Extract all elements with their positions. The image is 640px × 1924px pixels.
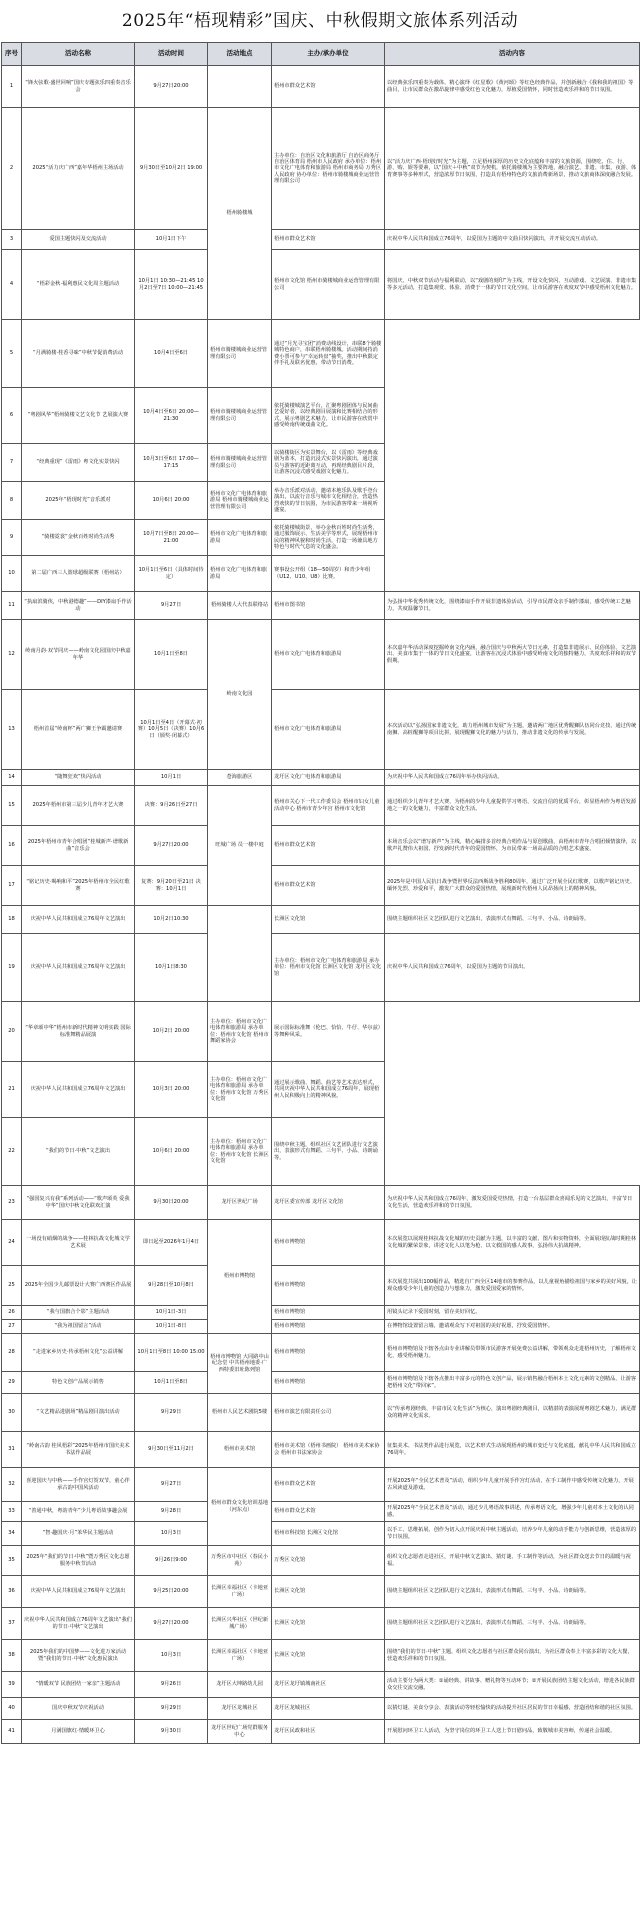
event-time: 9月27日20:00	[135, 66, 208, 108]
event-time: 10月3日	[135, 1640, 208, 1672]
document-title: 2025年“梧现精彩”国庆、中秋假期文旅体系列活动	[121, 11, 519, 31]
event-place: 长洲区兴华社区（世纪新城广场）	[208, 1608, 272, 1640]
event-name: “强国复兴有我”系列活动——“歌声颂英 爱我中华”国庆中秋文化联欢汇演	[22, 1186, 135, 1220]
event-organizer: 梧州市骑楼城商业运营管理有限公司	[208, 320, 272, 388]
row-number: 8	[2, 482, 22, 520]
event-organizer: 梧州市博物馆	[272, 1266, 385, 1306]
header-no: 序号	[2, 43, 22, 66]
event-time: 10月1日至8日	[135, 620, 208, 690]
event-content: 本次展览以展现桂林抗战文化城的历史贡献为主题，以丰富的文献、图片和实物资料，全面展现抗战时期桂林文化城的繁荣景象，讲述文化人以笔为枪、以文救国的感人故事，弘扬伟大抗战精神。	[385, 1220, 640, 1266]
header-time: 活动时间	[135, 43, 208, 66]
event-organizer: 梧州市群众艺术馆	[272, 66, 385, 108]
event-name: “梧彩金秋·福利惠民文化周主题活动	[22, 250, 135, 320]
event-place	[208, 66, 272, 108]
event-place: 梧州市人民艺术剧院5楼	[208, 1394, 272, 1432]
event-time: 10月3日	[135, 1522, 208, 1546]
row-number: 4	[2, 250, 22, 320]
event-content: 征集美术、书法类作品进行展览，以艺术形式生动展现梧州的城市变迁与文化底蕴，献礼中华人民共和国成立76周年。	[385, 1432, 640, 1468]
event-name: 一场没有硝烟的战争——桂林抗战文化城文学艺术展	[22, 1220, 135, 1266]
event-time: 9月27日	[135, 592, 208, 620]
event-place: 旺城广场 员一楼中庭	[208, 786, 272, 906]
event-organizer: 梧州市文化广电体育和旅游局	[272, 620, 385, 690]
event-content: 以经典弦乐四重奏为载体，精心演绎《红星歌》《黄河颂》等红色经典作品，并创新融合《我和我的祖国》等曲目，让市民群众在激昂旋律中感受红色文化魅力，厚植爱国情怀，同时营造欢乐祥和的节日氛围。	[385, 66, 640, 108]
table-row	[2, 1468, 640, 1502]
event-organizer: 梧州市关心下一代工作委员会 梧州市妇女儿童活动中心 梧州市青少年宫 梧州市文化馆	[272, 786, 385, 826]
row-number: 26	[2, 1306, 22, 1320]
event-time: 9月30日至10月2日 19:00	[135, 108, 208, 230]
event-content: 依托骑楼城街景，举办金秋百姓时尚生活秀，通过服饰展示、生活美学等形式，展现梧州市民的精神风貌和时尚生活，打造一场兼具地方特色与时代气息的文化盛会。	[272, 520, 385, 556]
event-time: 9月25日20:00	[135, 1576, 208, 1608]
event-organizer: 龙圩区文化广电体育和旅游局	[272, 770, 385, 786]
event-organizer: 梧州市群众艺术馆	[272, 230, 385, 250]
row-number: 23	[2, 1186, 22, 1220]
event-name: “锋火弦歌·盛世回响”国庆专题弦乐四重奏音乐会	[22, 66, 135, 108]
event-name: 庆祝中华人民共和国成立76周年文艺演出	[22, 934, 135, 1002]
row-number: 6	[2, 388, 22, 444]
row-number: 3	[2, 230, 22, 250]
event-organizer: 主办单位：梧州市文化广电体育和旅游局 承办单位：梧州市文化馆 长洲区文化馆	[208, 1118, 272, 1186]
table-row	[2, 1640, 640, 1672]
event-name: “智·趣国庆·月”苯华民主题活动	[22, 1522, 135, 1546]
row-number: 35	[2, 1546, 22, 1576]
event-time: 9月28日	[135, 1502, 208, 1522]
event-organizer: 梧州市群众艺术馆	[272, 1502, 385, 1522]
event-organizer: 梧州市博物馆	[272, 1320, 385, 1334]
table-row	[2, 1186, 640, 1220]
row-number: 17	[2, 866, 22, 906]
event-organizer: 梧州市博物馆	[272, 1306, 385, 1320]
table-row	[2, 1546, 640, 1576]
table-row	[2, 1306, 640, 1320]
event-organizer: 梧州市博物馆	[272, 1334, 385, 1372]
event-content: 围绕主题组织社区文艺团队进行文艺演出，表演形式有舞蹈、三句半、小品、诗朗诵等。	[385, 1608, 640, 1640]
event-content: 以手工、思维拓展、创作为切入点开展庆祝中秋主题活动，培养少年儿童的动手能力与创新思维，营造浓厚的节日氛围。	[385, 1522, 640, 1546]
event-content: 举办音乐派对活动，邀请本地乐队及歌手登台演出，以流行音乐与城市文化相结合，营造热烈欢快的节日氛围，为市民游客带来一场视听盛宴。	[272, 482, 385, 520]
event-organizer: 龙圩区民政和社区	[272, 1720, 385, 1744]
event-place: 梧州市美术馆	[208, 1432, 272, 1468]
event-content: 组织文化志愿者走进社区，开展中秋文艺演出、猜灯谜、手工制作等活动，为社区群众送去节日的温暖与祝福。	[385, 1546, 640, 1576]
table-row	[2, 66, 640, 108]
row-number: 27	[2, 1320, 22, 1334]
event-name: “情暖双节 民族团结一家亲”主题活动	[22, 1672, 135, 1698]
event-content: 庆祝中华人民共和国成立76周年，以爱国为主题的中文曲目快闪演出，并开展交流互动活动。	[385, 230, 640, 250]
table-row	[2, 1608, 640, 1640]
event-name: 2025年我们的中国梦——文化进万家活动暨“我们的节日·中秋”文化惠民演出	[22, 1640, 135, 1672]
event-time: 9月26日	[135, 1672, 208, 1698]
event-name: “随舞狂欢”快闪活动	[22, 770, 135, 786]
event-name: 2025年梧州市第三届少儿青年才艺大赛	[22, 786, 135, 826]
event-place	[208, 906, 272, 1002]
event-name: 喜迎国庆与中秋——手作宫灯贺双节，童心伴承古韵中国风活动	[22, 1468, 135, 1502]
table-row	[2, 108, 640, 230]
event-organizer: 梧州市骑楼城商业运营管理有限公司	[208, 444, 272, 482]
event-time: 10月1日至8日	[135, 1372, 208, 1394]
event-name: 2025“活力庆广西”嘉年华梧州主场活动	[22, 108, 135, 230]
event-name: “我与国旗合个影”主题活动	[22, 1306, 135, 1320]
row-number: 14	[2, 770, 22, 786]
event-content: 在博物馆设置留言墙，邀请观众写下对祖国的美好祝愿，抒发爱国情怀。	[385, 1320, 640, 1334]
row-number: 21	[2, 1062, 22, 1118]
table-row	[2, 1720, 640, 1744]
row-number: 33	[2, 1502, 22, 1522]
event-name: 2025年“梧现时光”音乐派对	[22, 482, 135, 520]
event-name: “华章颂中华”梧州市新时代精神文明实践 国际标准舞精品展演	[22, 1002, 135, 1062]
event-content: 2025年是中国人民抗日战争暨世界反法西斯战争胜利80周年，通过广泛开展全民红歌赛，以歌声铭记历史、缅怀先烈、珍爱和平，激发广大群众的爱国热情，展现新时代梧州人民昂扬向上的精神风貌。	[385, 866, 640, 906]
event-name: 月满国旗红·情暖环卫心	[22, 1720, 135, 1744]
event-time: 10月4日至6日	[135, 320, 208, 388]
row-number: 24	[2, 1220, 22, 1266]
event-name: “我们的节日·中秋”文艺演出	[22, 1118, 135, 1186]
table-row	[2, 934, 640, 1002]
row-number: 2	[2, 108, 22, 230]
row-number: 39	[2, 1672, 22, 1698]
row-number: 1	[2, 66, 22, 108]
event-time: 10月6日 20:00	[135, 1118, 208, 1186]
event-name: “走进家乡历史·传承梧州文化”公益讲解	[22, 1334, 135, 1372]
row-number: 5	[2, 320, 22, 388]
event-organizer: 长洲区文化馆	[272, 1576, 385, 1608]
row-number: 34	[2, 1522, 22, 1546]
table-row	[2, 520, 640, 556]
event-name: 2025年全国少儿邮票设计大赛广西赛区作品展	[22, 1266, 135, 1306]
event-place: 龙圩区世纪广场	[208, 1186, 272, 1220]
event-content: 通过组织少儿青年才艺大赛，为梧州的少年儿童提供学习粤语、交流自信的优质平台，彰显梧州作为粤语发源地之一的文化魅力，丰富群众文化生活。	[385, 786, 640, 826]
event-place: 万秀区市中社区（春民小苑）	[208, 1546, 272, 1576]
row-number: 41	[2, 1720, 22, 1744]
event-name: “粤剧风华”梧州骑楼文艺文化节 艺展演大赛	[22, 388, 135, 444]
row-number: 37	[2, 1608, 22, 1640]
event-name: “执扇滨骑侠，中秋港德趣”——DIY漆扇手作活动	[22, 592, 135, 620]
event-organizer: 主办单位：梧州市文化广电体育和旅游局 承办单位：梧州市文化馆 梧州市舞蹈家协会	[208, 1002, 272, 1062]
event-name: 2025年梧州市青年合唱团“桂城新声·谱歌新曲”音乐会	[22, 826, 135, 866]
event-time: 10月1日至6日（具体时间待定）	[135, 556, 208, 592]
event-organizer: 梧州市博物馆	[272, 1220, 385, 1266]
event-content: 梧州市博物馆及下辖各点由专业讲解员带领市民游客开展免费公益讲解，带领观众走进梧州历史，了解梧州文化，感受梧州魅力。	[385, 1334, 640, 1372]
event-content: 围绕主题组织社区文艺团队进行文艺演出，表演形式有舞蹈、三句半、小品、诗朗诵等。	[385, 906, 640, 934]
event-name: 2025年“我们的节日·中秋”暨万秀区文化志愿服务中秋节活动	[22, 1546, 135, 1576]
event-content: 庆祝中华人民共和国成立76周年，以爱国为主题的节目演出。	[385, 934, 640, 1002]
event-time: 9月27日	[135, 1468, 208, 1502]
table-row	[2, 230, 640, 250]
table-row	[2, 1672, 640, 1698]
event-time: 10月6日 20:00	[135, 482, 208, 520]
row-number: 13	[2, 690, 22, 770]
event-content: 为庆祝中华人民共和国成立76周年举办快闪活动。	[385, 770, 640, 786]
header-place: 活动地点	[208, 43, 272, 66]
row-number: 20	[2, 1002, 22, 1062]
event-organizer: 梧州市文化广电体育和旅游局	[208, 556, 272, 592]
event-content: 本场音乐会以“谱写新声”为主线，精心编排多首经典合唱作品与原创歌曲，由梧州市青年合唱团倾情演绎，以歌声礼赞伟大祖国，抒发新时代青年的爱国情怀，为市民带来一场高品质的合唱艺术盛宴。	[385, 826, 640, 866]
event-organizer: 梧州市群众艺术馆	[272, 826, 385, 866]
event-time: 10月2日 20:00	[135, 1002, 208, 1062]
event-place: 梧州骑楼城	[208, 108, 272, 320]
event-name: 庆祝中华人民共和国成立76周年文艺演出	[22, 1576, 135, 1608]
event-organizer: 长洲区文化馆	[272, 906, 385, 934]
event-time: 10月3日至6日 17:00—17:15	[135, 444, 208, 482]
row-number: 16	[2, 826, 22, 866]
event-content: 围绕“我们的节日·中秋”主题，组织文化志愿者与社区群众同台演出，为社区群众奉上丰富多彩的文化大餐，营造欢乐祥和的节日氛围。	[385, 1640, 640, 1672]
event-time: 10月1日-3日	[135, 1306, 208, 1320]
event-name: 岭南月韵·双节同庆——岭南文化园国庆中秋嘉年华	[22, 620, 135, 690]
event-content: 通过“月光寻宝团”消费动线设计，串联8个骑楼城特色商户，串联梧州骑楼城。活动期间持消费小票可参与“幸运转盘”抽奖，推出中秋限定伴手礼及联名优惠，带动节日消费。	[272, 320, 385, 388]
table-row	[2, 1220, 640, 1266]
event-organizer: 梧州市博物馆	[272, 1372, 385, 1394]
event-name: “骑楼霓裳”金秋百姓时尚生活秀	[22, 520, 135, 556]
row-number: 10	[2, 556, 22, 592]
row-number: 25	[2, 1266, 22, 1306]
table-row	[2, 250, 640, 320]
event-organizer: 梧州市群众艺术馆	[272, 866, 385, 906]
event-time: 9月28日至10月8日	[135, 1266, 208, 1306]
event-name: “文艺精品进剧场”精品剧目演出活动	[22, 1394, 135, 1432]
event-time: 即日起至2026年1月4日	[135, 1220, 208, 1266]
row-number: 7	[2, 444, 22, 482]
event-time: 10月2日10:30	[135, 906, 208, 934]
event-time: 10月1日至4日（开幕式·初赛）10月5日（决赛）10月6日（颁奖·闭幕式）	[135, 690, 208, 770]
event-content: 本次活动以“弘扬国家非遗文化，助力梧州城市发展”为主题，邀请两广地区优秀醒狮队伍同台竞技，通过传统南狮、高桩醒狮等项目比拼，展现醒狮文化的魅力与活力，推动非遗文化的传承与发展。	[385, 690, 640, 770]
event-name: 梧州首届“岭南杯”两广狮王争霸邀请赛	[22, 690, 135, 770]
table-body	[2, 66, 640, 1744]
event-name: 第二届广西三人篮球超级联赛（梧州站）	[22, 556, 135, 592]
event-organizer: 梧州市文化广电体育和旅游局	[208, 520, 272, 556]
table-header-row	[2, 43, 640, 66]
event-name: 庆祝中华人民共和国成立76周年文艺演出	[22, 1062, 135, 1118]
row-number: 15	[2, 786, 22, 826]
event-name: “岭南古韵 桂风梧彩”2025年梧州市国庆美术书法作品展	[22, 1432, 135, 1468]
event-time: 9月26日9:00	[135, 1546, 208, 1576]
event-time: 9月27日20:00	[135, 826, 208, 866]
row-number: 32	[2, 1468, 22, 1502]
row-number: 38	[2, 1640, 22, 1672]
event-place: 梧州市群众文化培训基地（河东点）	[208, 1468, 272, 1546]
table-row	[2, 906, 640, 934]
event-time: 10月1日下午	[135, 230, 208, 250]
event-organizer: 梧州市文化馆 梧州市骑楼城商业运营管理有限公司	[272, 250, 385, 320]
event-content: 赛事设公开组（18—50周岁）和青少年组（U12、U10、U8）比赛。	[272, 556, 385, 592]
event-organizer: 梧州市演艺有限责任公司	[272, 1394, 385, 1432]
event-name: “铭记历史·喝响和平”2025年梧州市全民红歌赛	[22, 866, 135, 906]
event-time: 9月29日	[135, 1394, 208, 1432]
event-content: 将国庆、中秋双节活动与福利联动，以“戏剧的刻印”为主线，开设文化快闪、互动游戏、文艺展演、非遗市集等多元活动，打造集观赏、体验、消费于一体的节日文化空间，让市民游客在欢度双节中感受梧州文化魅力。	[385, 250, 640, 320]
event-organizer: 梧州市骑楼城商业运营管理有限公司	[208, 388, 272, 444]
event-place: 苍海旅游区	[208, 770, 272, 786]
event-content: 为弘扬中华优秀传统文化，围绕漆扇手作开展非遗体验活动，引导市民群众亲手制作漆扇，感受传统工艺魅力，共度温馨节日。	[385, 592, 640, 620]
event-content: 依托骑楼城演艺平台，汇聚粤剧团体与民间曲艺爱好者，以经典剧目展演和比赛相结合的形式，展示粤剧艺术魅力，让市民游客在欣赏中感受岭南传统戏曲文化。	[272, 388, 385, 444]
event-content: 开展2025年“全民艺术普及”活动，组织少年儿童开展手作宫灯活动，在手工制作中感受传统文化魅力，开展古风读道及游戏。	[385, 1468, 640, 1502]
event-name: 庆祝中华人民共和国成立76周年文艺演出	[22, 906, 135, 934]
event-time: 9月27日20:00	[135, 1608, 208, 1640]
table-row	[2, 1576, 640, 1608]
event-content: 开展2025年“全民艺术普及”活动，通过少儿粤语故事讲述，传承粤语文化，增强少年儿童对本土文化的认同感。	[385, 1502, 640, 1522]
row-number: 40	[2, 1698, 22, 1720]
event-organizer: 长洲区文化馆	[272, 1608, 385, 1640]
event-time: 决赛：9月26日至27日	[135, 786, 208, 826]
table-row	[2, 620, 640, 690]
event-organizer: 梧州市文化广电体育和旅游局 梧州市骑楼城商业运营管理有限公司	[208, 482, 272, 520]
event-name: 庆祝中华人民共和国成立76周年文艺演出“我们的节日·中秋”文艺演出	[22, 1608, 135, 1640]
row-number: 30	[2, 1394, 22, 1432]
table-row	[2, 1118, 640, 1186]
row-number: 22	[2, 1118, 22, 1186]
table-row	[2, 592, 640, 620]
event-content: 本次嘉年华活动深度挖掘岭南文化内涵，融合国庆与中秋两大节日元素，打造集非遗展示、民俗体验、文艺演出、美食市集于一体的节日文化盛宴，让游客在沉浸式体验中感受岭南文化的独特魅力，共度欢乐祥和的双节假期。	[385, 620, 640, 690]
event-content: 以“活力庆广西·梧现好时光”为主题，立足梧州深厚的历史文化底蕴和丰富的文旅资源，围绕吃、住、行、游、购、娱等要素，以“国庆＋中秋”双节为契机，依托骑楼城为主要阵地，融合演艺、非遗、市集、夜游、体育赛事等多种形式，营造浓厚节日氛围，打造具有梧州特色的文旅消费新场景，推动文旅商体深度融合发展。	[385, 108, 640, 230]
row-number: 29	[2, 1372, 22, 1394]
event-content: 以猜灯谜、美食分享会、表演活动等轻松愉快的活动提升社区居民的节日幸福感，营造团结和谐的社区氛围。	[385, 1698, 640, 1720]
table-row	[2, 1266, 640, 1306]
event-place: 梧州骑楼人大代表联络站	[208, 592, 272, 620]
table-row	[2, 1698, 640, 1720]
table-row	[2, 1002, 640, 1062]
row-number: 11	[2, 592, 22, 620]
event-place: 梧州市博物馆 大同路中山纪念堂 中共梧州地委·广西特委旧址陈列馆	[208, 1334, 272, 1394]
table-row	[2, 786, 640, 826]
event-time: 复赛：9月20日至21日 决赛：10月1日	[135, 866, 208, 906]
event-time: 10月1日-8日	[135, 1320, 208, 1334]
event-place: 岭南文化园	[208, 620, 272, 770]
event-place: 龙圩区世纪广场党群服务中心	[208, 1720, 272, 1744]
event-name: “善通中秋，粤韵青年”少儿粤语故事趣会展	[22, 1502, 135, 1522]
row-number: 36	[2, 1576, 22, 1608]
table-row	[2, 690, 640, 770]
event-content: 本次展览共展出100幅作品，精选自广西全区14地市的参赛作品，以儿童视角描绘祖国与家乡的美好风貌，让观众感受少年儿童的创造力与想象力，激发爱国爱家的情怀。	[385, 1266, 640, 1306]
event-organizer: 龙圩区龙城社区	[272, 1698, 385, 1720]
event-time: 9月30日	[135, 1720, 208, 1744]
events-table	[1, 42, 640, 1744]
table-row	[2, 866, 640, 906]
event-content: 开展慰问环卫工人活动，为坚守岗位的环卫工人送上节日慰问品，致敬城市美容师，传递社会温暖。	[385, 1720, 640, 1744]
event-time: 9月29日	[135, 1698, 208, 1720]
event-time: 10月1日	[135, 770, 208, 786]
event-organizer: 龙圩区龙圩镇城南社区	[272, 1672, 385, 1698]
event-time: 10月1日 10:30—21:45 10月2日至7日 10:00—21:45	[135, 250, 208, 320]
event-organizer: 梧州市科技馆 长洲区文化馆	[272, 1522, 385, 1546]
event-time: 9月30日20:00	[135, 1186, 208, 1220]
event-content: 用镜头记录下爱国时刻，留存美好回忆。	[385, 1306, 640, 1320]
event-name: “月满骑楼·桂香寻味”中秋节促消费活动	[22, 320, 135, 388]
table-row	[2, 1062, 640, 1118]
row-number: 18	[2, 906, 22, 934]
event-content: 梧州市博物馆及下辖各点推出丰富多元的特色文创产品，展示销售融合梧州本土文化元素的文创精品，让游客把梧州文化“带回家”。	[385, 1372, 640, 1394]
header-content: 活动内容	[385, 43, 640, 66]
table-row	[2, 770, 640, 786]
event-time: 10月1日至8日 10:00 15:00	[135, 1334, 208, 1372]
header-name: 活动名称	[22, 43, 135, 66]
header-org: 主办/承办单位	[272, 43, 385, 66]
event-organizer: 梧州市群众艺术馆	[272, 1468, 385, 1502]
event-time: 10月4日至6日 20:00—21:30	[135, 388, 208, 444]
event-name: 特色文创产品展示销售	[22, 1372, 135, 1394]
table-row	[2, 1320, 640, 1334]
event-organizer: 梧州市美术馆（梧州书画院） 梧州市美术家协会 梧州市书法家协会	[272, 1432, 385, 1468]
row-number: 19	[2, 934, 22, 1002]
event-organizer: 主办单位：自治区文化和旅游厅 自治区商务厅 自治区体育局 梧州市人民政府 承办单位：梧州市文化广电体育和旅游局 梧州市商务局 万秀区人民政府 协办单位：梧州市骑楼城商业运营管理有限公司	[272, 108, 385, 230]
table-row	[2, 1334, 640, 1372]
event-content: 以“传承粤剧经典、丰富市民文化生活”为核心，演出粤剧经典剧目，以精湛的表演展现粤剧艺术魅力，满足群众的精神文化需求。	[385, 1394, 640, 1432]
event-name: “经典重现”《雷雨》粤文化实景快闪	[22, 444, 135, 482]
event-content: 通过展示歌曲、舞蹈、曲艺等艺术表达形式，共同庆祝中华人民共和国成立76周年，展现梧州人民积极向上的精神风貌。	[272, 1062, 385, 1118]
event-content: 围绕主题组织社区文艺团队进行文艺演出，表演形式有舞蹈、三句半、小品、诗朗诵等。	[385, 1576, 640, 1608]
event-organizer: 万秀区文化馆	[272, 1546, 385, 1576]
event-name: 爱国主题快闪及交流活动	[22, 230, 135, 250]
row-number: 9	[2, 520, 22, 556]
event-place: 长洲区幸福社区（卡地亚广场）	[208, 1640, 272, 1672]
row-number: 31	[2, 1432, 22, 1468]
event-content: 以骑楼街区为实景舞台，以《雷雨》等经典戏剧为蓝本，打造沉浸式实景快闪演出，通过演员与游客的近距离互动，再现经典剧目片段，让游客沉浸式感受戏剧文化魅力。	[272, 444, 385, 482]
event-place: 龙圩区大坤路幼儿园	[208, 1672, 272, 1698]
event-content: 展示国际标准舞（伦巴、恰恰、牛仔、华尔兹）等舞种风采。	[272, 1002, 385, 1062]
event-name: “我为祖国留言”活动	[22, 1320, 135, 1334]
table-row	[2, 1502, 640, 1522]
event-place: 长洲区幸福社区（卡地亚广场）	[208, 1576, 272, 1608]
event-content: 活动主要分为两大类：①诵经典、讲故事、赠礼物等互动环节；②开展民族团结主题文化活动，增进各民族群众交往交流交融。	[385, 1672, 640, 1698]
event-organizer: 龙圩区委宣传部 龙圩区文化馆	[272, 1186, 385, 1220]
table-row	[2, 1394, 640, 1432]
table-row	[2, 1372, 640, 1394]
event-content: 为庆祝中华人民共和国成立76周年，激发爱国爱党热情，打造一台基层群众喜闻乐见的文艺演出，丰富节日文化生活，营造欢乐祥和的节日氛围。	[385, 1186, 640, 1220]
table-row	[2, 482, 640, 520]
table-row	[2, 444, 640, 482]
event-organizer: 主办单位：梧州市文化广电体育和旅游局 承办单位：梧州市文化馆 万秀区文化馆	[208, 1062, 272, 1118]
table-row	[2, 1432, 640, 1468]
event-time: 10月3日 20:00	[135, 1062, 208, 1118]
event-name: 国庆中秋双节庆祝活动	[22, 1698, 135, 1720]
event-place: 梧州市博物馆	[208, 1220, 272, 1334]
row-number: 28	[2, 1334, 22, 1372]
event-organizer: 主办单位：梧州市文化广电体育和旅游局 承办单位：梧州市文化馆 长洲区文化馆 龙圩区文化馆	[272, 934, 385, 1002]
row-number: 12	[2, 620, 22, 690]
table-row	[2, 388, 640, 444]
event-time: 10月7日至8日 20:00—21:00	[135, 520, 208, 556]
event-organizer: 梧州市图书馆	[272, 592, 385, 620]
event-content: 围绕中秋主题，组织社区文艺团队进行文艺演出，表演形式有舞蹈、三句半、小品、诗朗诵等。	[272, 1118, 385, 1186]
event-organizer: 梧州市文化广电体育和旅游局	[272, 690, 385, 770]
event-place: 龙圩区龙城社区	[208, 1698, 272, 1720]
table-row	[2, 826, 640, 866]
event-time: 9月30日至11月2日	[135, 1432, 208, 1468]
table-row	[2, 320, 640, 388]
table-row	[2, 556, 640, 592]
event-time: 10月1日8:30	[135, 934, 208, 1002]
table-row	[2, 1522, 640, 1546]
event-organizer: 长洲区文化馆	[272, 1640, 385, 1672]
